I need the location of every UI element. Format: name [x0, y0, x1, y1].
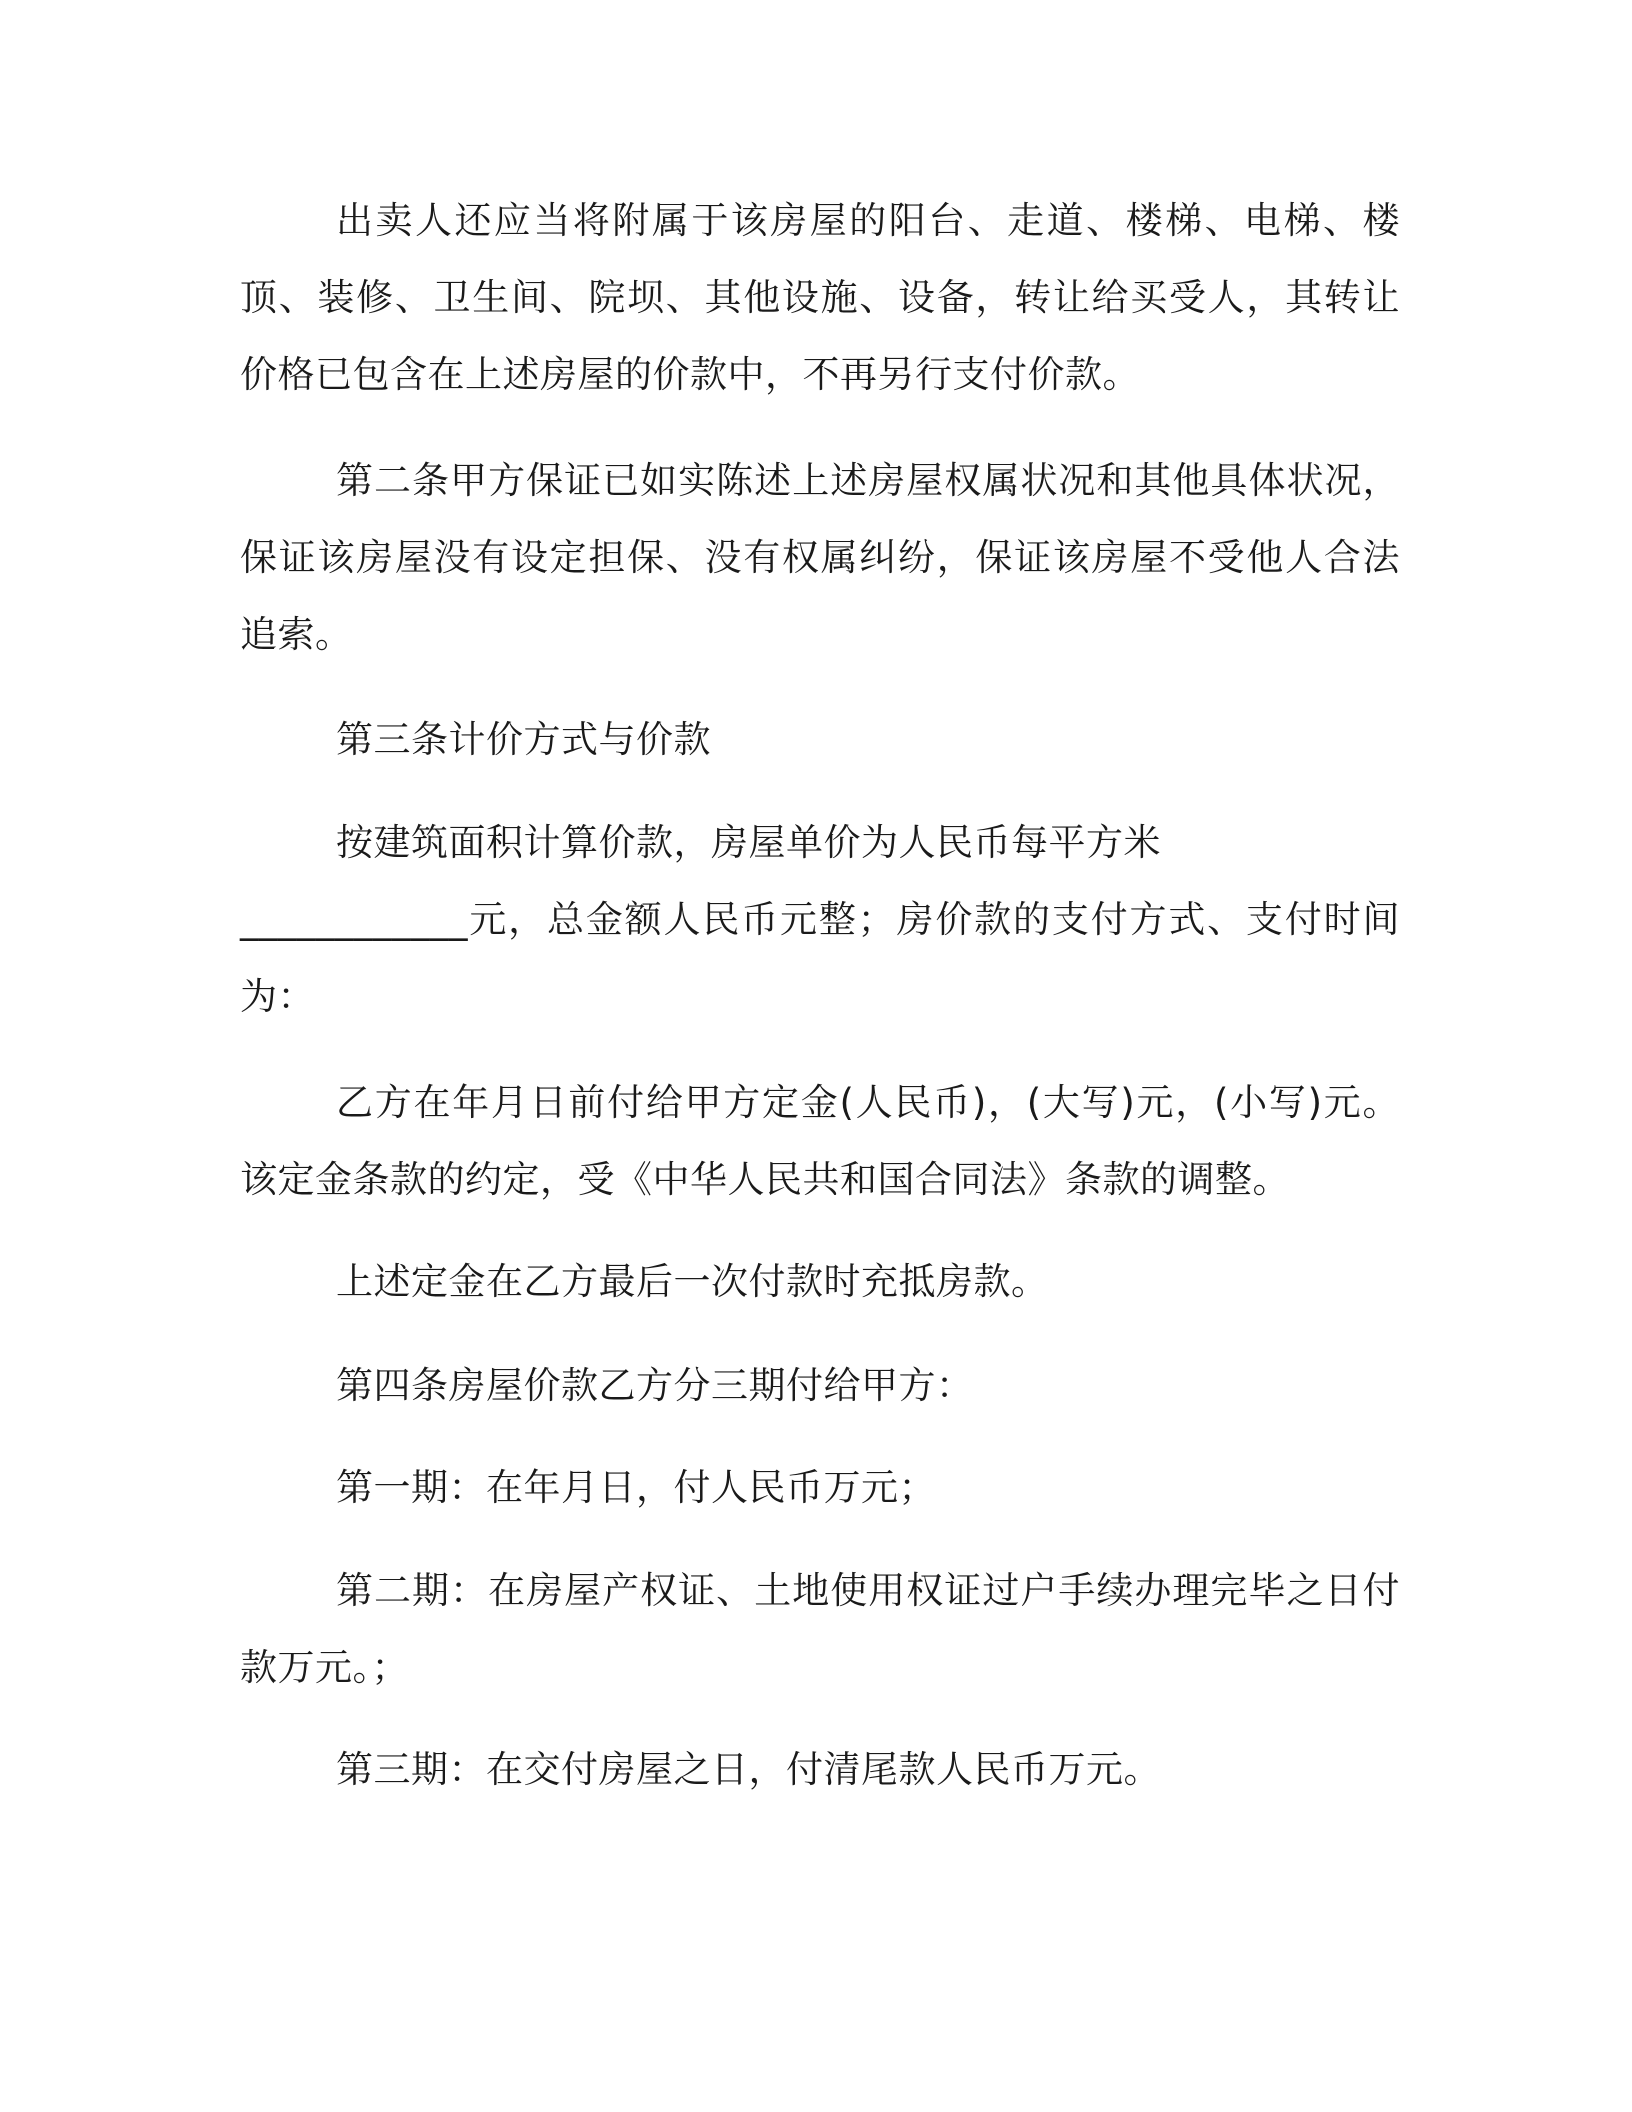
paragraph-article-4-installments: 第四条房屋价款乙方分三期付给甲方： [336, 1364, 974, 1407]
paragraph-article-2-guarantee: 第二条甲方保证已如实陈述上述房屋权属状况和其他具体状况，保证该房屋没有设定担保、没有权属纠纷，保证该房屋不受他人合法追索。 [240, 459, 1400, 656]
paragraph-deposit: 乙方在年月日前付给甲方定金(人民币)，(大写)元，(小写)元。该定金条款的约定，受《中华人民共和国合同法》条款的调整。 [240, 1081, 1400, 1201]
paragraph-installment-3: 第三期：在交付房屋之日，付清尾款人民币万元。 [336, 1748, 1161, 1791]
paragraph-price-calculation [240, 804, 1400, 1035]
paragraph-article-3-heading: 第三条计价方式与价款 [336, 718, 711, 761]
price-line-1: 按建筑面积计算价款，房屋单价为人民币每平方米 [336, 821, 1161, 864]
paragraph-installment-1: 第一期：在年月日，付人民币万元； [336, 1466, 936, 1509]
paragraph-installment-2: 第二期：在房屋产权证、土地使用权证过户手续办理完毕之日付款万元。； [240, 1569, 1400, 1689]
price-line-2: ____________元，总金额人民币元整；房价款的支付方式、支付时间为： [240, 898, 1400, 1018]
paragraph-attached-facilities: 出卖人还应当将附属于该房屋的阳台、走道、楼梯、电梯、楼顶、装修、卫生间、院坝、其他设施、设备，转让给买受人，其转让价格已包含在上述房屋的价款中，不再另行支付价款。 [240, 199, 1400, 396]
paragraph-deposit-offset: 上述定金在乙方最后一次付款时充抵房款。 [336, 1260, 1049, 1303]
